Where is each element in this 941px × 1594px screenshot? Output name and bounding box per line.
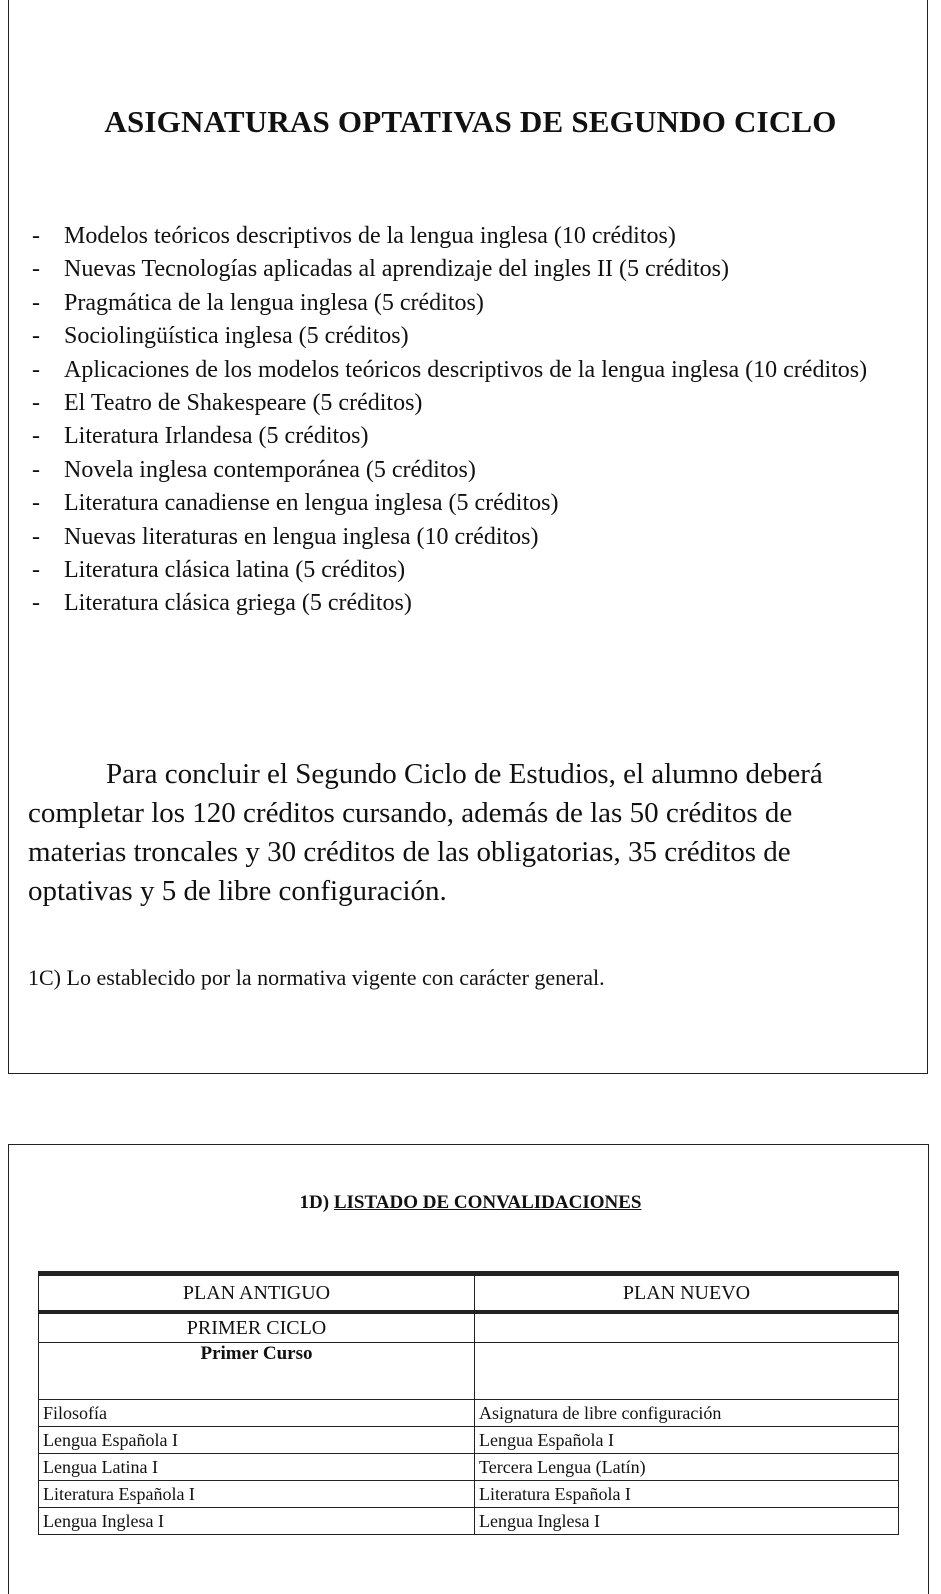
- plan-nuevo-cell: Lengua Española I: [475, 1427, 899, 1454]
- plan-antiguo-cell: Lengua Inglesa I: [39, 1508, 475, 1535]
- list-item: - El Teatro de Shakespeare (5 créditos): [30, 387, 910, 420]
- table-row: [39, 1454, 899, 1481]
- ciclo-label: PRIMER CICLO: [39, 1312, 475, 1343]
- curso-label: Primer Curso: [39, 1343, 475, 1400]
- table-row: [39, 1481, 899, 1508]
- list-item: - Literatura clásica griega (5 créditos): [30, 587, 910, 620]
- plan-nuevo-cell: Lengua Inglesa I: [475, 1508, 899, 1535]
- curso-row: [39, 1343, 899, 1400]
- table-row: [39, 1427, 899, 1454]
- section-title: ASIGNATURAS OPTATIVAS DE SEGUNDO CICLO: [104, 104, 837, 139]
- convalidaciones-table: [38, 1271, 899, 1535]
- list-item: - Nuevas Tecnologías aplicadas al aprendizaje del ingles II (5 créditos): [30, 253, 910, 286]
- list-item: - Nuevas literaturas en lengua inglesa (10 créditos): [30, 521, 910, 554]
- list-item: - Aplicaciones de los modelos teóricos descriptivos de la lengua inglesa (10 créditos): [30, 354, 910, 387]
- conclusion-paragraph: [28, 755, 888, 911]
- table-row: [39, 1400, 899, 1427]
- note-1c: 1C) Lo establecido por la normativa vigente con carácter general.: [28, 965, 605, 990]
- table-row: [39, 1508, 899, 1535]
- plan-antiguo-cell: Literatura Española I: [39, 1481, 475, 1508]
- plan-antiguo-cell: Lengua Latina I: [39, 1454, 475, 1481]
- optativas-list: [30, 220, 910, 621]
- list-item: - Pragmática de la lengua inglesa (5 créditos): [30, 287, 910, 320]
- list-item: - Literatura Irlandesa (5 créditos): [30, 420, 910, 453]
- convalidaciones-title: [0, 1192, 941, 1214]
- plan-nuevo-cell: Tercera Lengua (Latín): [475, 1454, 899, 1481]
- list-item: - Sociolingüística inglesa (5 créditos): [30, 320, 910, 353]
- plan-nuevo-cell: Literatura Española I: [475, 1481, 899, 1508]
- ciclo-row: [39, 1312, 899, 1343]
- plan-nuevo-cell: Asignatura de libre configuración: [475, 1400, 899, 1427]
- list-item: - Literatura clásica latina (5 créditos): [30, 554, 910, 587]
- header-plan-nuevo: PLAN NUEVO: [475, 1274, 899, 1313]
- list-item: - Modelos teóricos descriptivos de la lengua inglesa (10 créditos): [30, 220, 910, 253]
- title-text: LISTADO DE CONVALIDACIONES: [333, 1192, 642, 1213]
- title-prefix: 1D): [299, 1192, 330, 1213]
- list-item: - Novela inglesa contemporánea (5 créditos): [30, 454, 910, 487]
- plan-antiguo-cell: Lengua Española I: [39, 1427, 475, 1454]
- empty-cell: [475, 1343, 899, 1400]
- plan-antiguo-cell: Filosofía: [39, 1400, 475, 1427]
- empty-cell: [475, 1312, 899, 1343]
- header-plan-antiguo: PLAN ANTIGUO: [39, 1274, 475, 1313]
- table-header-row: [39, 1274, 899, 1313]
- conclusion-text: Para concluir el Segundo Ciclo de Estudios, el alumno deberá completar los 120 créditos cursando, además de las 50 créditos de materias troncales y 30 créditos de las obligatorias, 35 créditos de optativas y 5 de libre configuración.: [28, 758, 823, 907]
- list-item: - Literatura canadiense en lengua inglesa (5 créditos): [30, 487, 910, 520]
